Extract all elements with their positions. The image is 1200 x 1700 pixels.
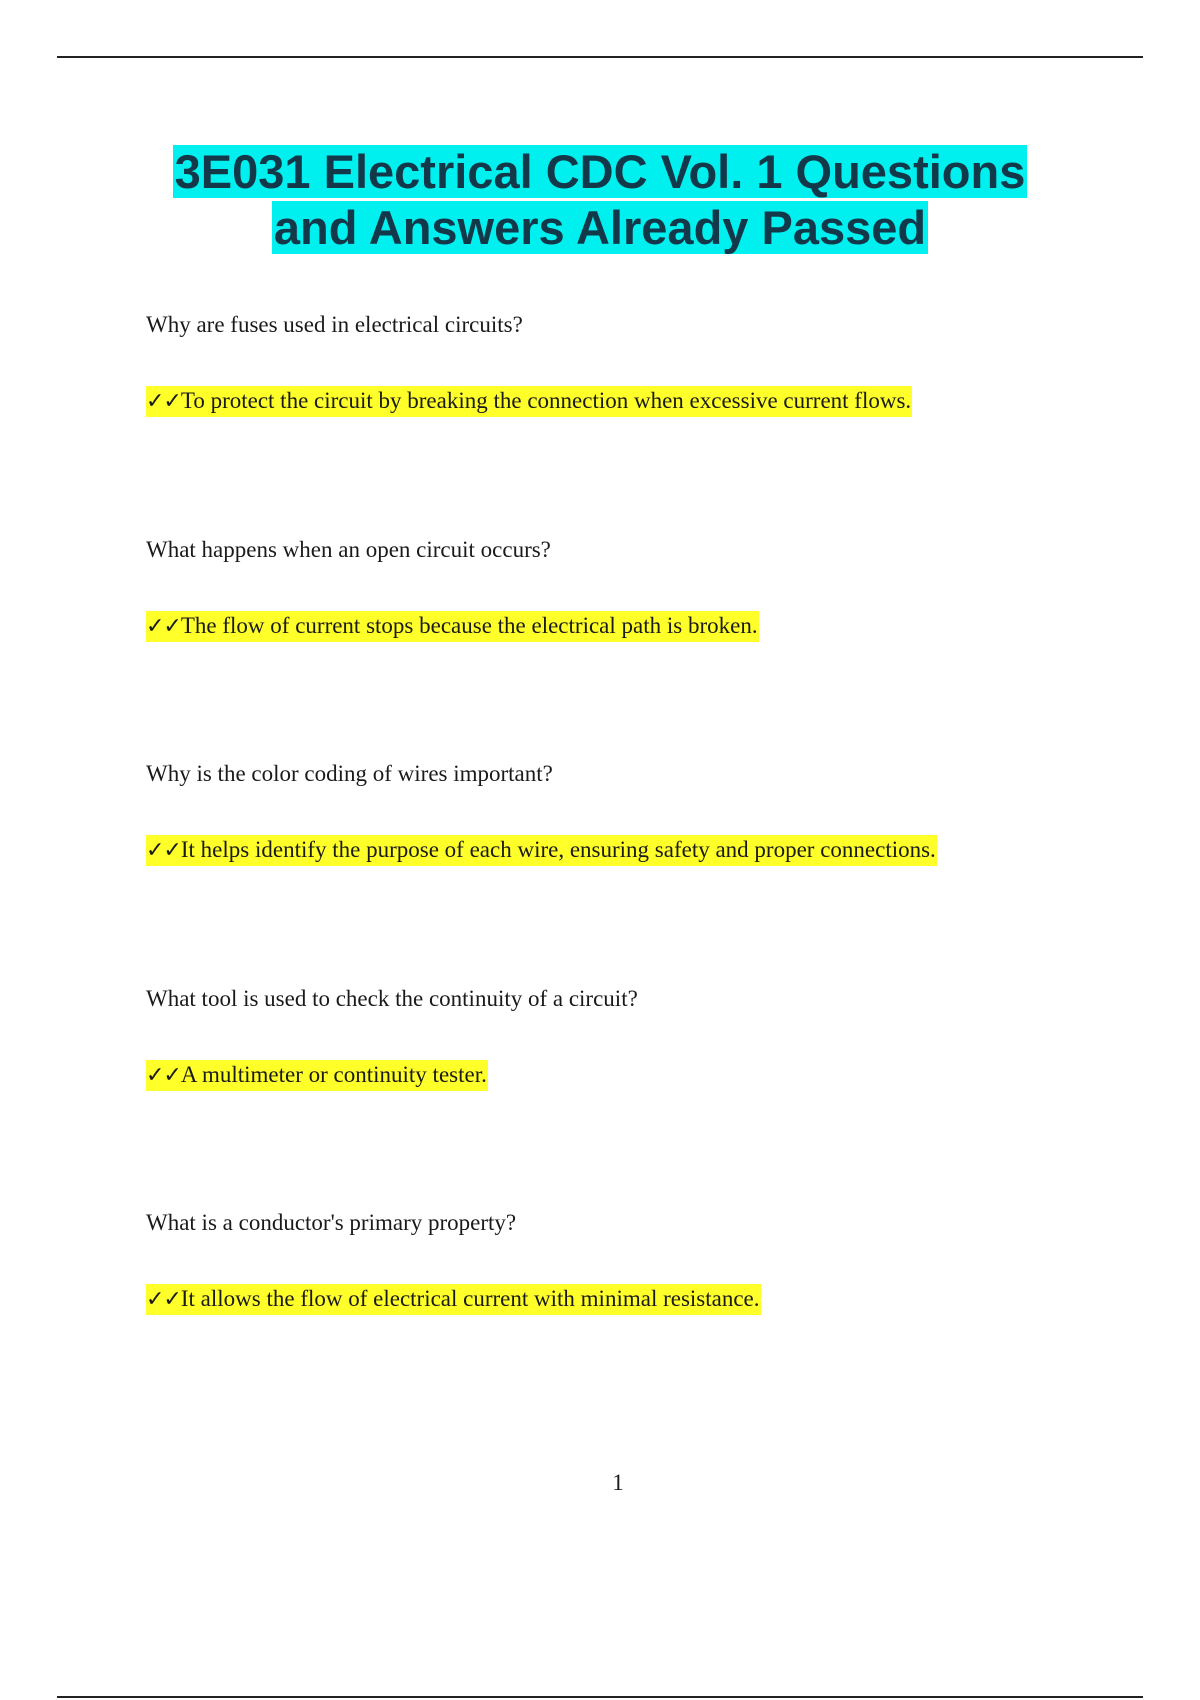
answer-block [146,1284,1146,1315]
qa-item [146,1208,1146,1315]
answer-text: It helps identify the purpose of each wire, ensuring safety and proper connections. [180,837,936,862]
double-check-icon: ✓✓ [146,389,181,414]
answer-highlight [146,1284,761,1315]
bottom-divider [57,1696,1143,1698]
question-text: Why is the color coding of wires important? [146,761,553,786]
question-text: What tool is used to check the continuity of a circuit? [146,986,638,1011]
answer-text: The flow of current stops because the electrical path is broken. [180,613,758,638]
title-line-1: 3E031 Electrical CDC Vol. 1 Questions [174,145,1026,198]
answer-block [146,386,1146,417]
qa-item [146,310,1146,417]
top-divider [57,56,1143,58]
qa-item [146,535,1146,642]
double-check-icon: ✓✓ [146,614,181,639]
answer-highlight [146,1060,488,1091]
answer-text: A multimeter or continuity tester. [180,1062,487,1087]
double-check-icon: ✓✓ [146,838,181,863]
answer-highlight [146,386,912,417]
answer-block [146,835,1146,866]
title-line-2: and Answers Already Passed [273,201,927,254]
question-text: Why are fuses used in electrical circuits? [146,312,523,337]
answer-highlight [146,611,759,642]
document-title [57,144,1143,256]
question-text: What is a conductor's primary property? [146,1210,517,1235]
answer-block [146,611,1146,642]
answer-text: It allows the flow of electrical current with minimal resistance. [180,1286,760,1311]
answer-text: To protect the circuit by breaking the connection when excessive current flows. [180,388,912,413]
page-number: 1 [612,1470,624,1495]
answer-highlight [146,835,937,866]
qa-item [146,984,1146,1091]
double-check-icon: ✓✓ [146,1287,181,1312]
qa-item [146,759,1146,866]
double-check-icon: ✓✓ [146,1063,181,1088]
question-text: What happens when an open circuit occurs? [146,537,551,562]
answer-block [146,1060,1146,1091]
